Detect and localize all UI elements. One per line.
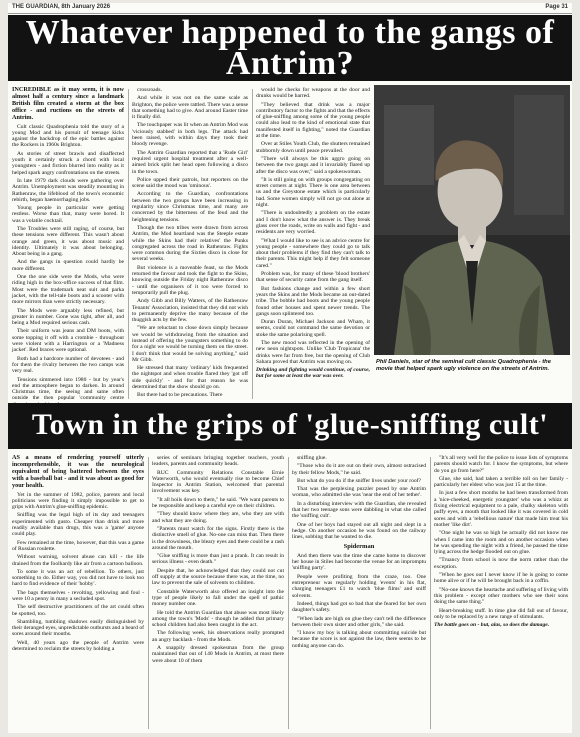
newspaper-page bbox=[8, 3, 572, 733]
paragraph: One of her boys had stayed out all night and slept in a hedge. On another occasion he was found on the railway lines, sobbing that he wanted to die. bbox=[292, 521, 426, 541]
paragraph: "Those who do it are out on their own, almost ostracised by their fellow Mods," he said. bbox=[292, 463, 426, 476]
paragraph: "When lads are high on glue they can't tell the difference between their own sister and other girls," she said. bbox=[292, 615, 426, 628]
paragraph: Yet in the summer of 1982, police, parents and local politicians were finding it simply impossible to get to grips with Antrim's glue-sniffing epidemic. bbox=[12, 491, 144, 511]
paragraph: Without warning, solvent abuse can kill - the life drained from the foolhardy like air from a cartoon balloon. bbox=[12, 554, 144, 567]
paragraph: "Truancy from school is now the norm rather than the exception. bbox=[434, 557, 568, 570]
page-number: Page 31 bbox=[545, 4, 568, 10]
paragraph: The Antrim Guardian reported that a 'Rude Girl' required urgent hospital treatment after a well-aimed brick split her head open following a disco in the town. bbox=[132, 149, 248, 175]
paragraph: One the one side were the Mods, who were riding high in the box-office success of that film. Most were the trademark neat suit and parka jacket, with the tell-tale boots and a scooter with more mirrors than were strictly necessary. bbox=[12, 274, 124, 306]
photo-illustration bbox=[374, 85, 570, 355]
story2-column-3 bbox=[292, 455, 426, 731]
paragraph: Their uniform was jeans and DM boots, with some topping it off with a crombie - throughout were violent with a Harrington or a 'Madness jacket'. Red braces were optional. bbox=[12, 328, 124, 354]
paragraph: And the gangs in question could hardly be more different. bbox=[12, 259, 124, 272]
paragraph: RUC Community Relations Constable Ernie Waterworth, who would eventually rise to become Chief Inspector in Antrim Station, welcomed that parental involvement was key. bbox=[152, 469, 284, 495]
paragraph: Despite that, he acknowledged that they could not cut off supply at the source because there was, at the time, no law to prevent the sale of solvents to children. bbox=[152, 567, 284, 587]
paragraph: "It all boils down to them," he said. "We want parents to be responsible and keep a careful eye on their children. bbox=[152, 496, 284, 510]
paragraph: Well, 40 years ago the people of Antrim were determined to reclaim the streets by holding a bbox=[12, 639, 144, 653]
paragraph: "Parents must watch for the signs. Firstly there is the distinctive smell of glue. No-one can miss that. Then there is the drowsiness, the bleary eyes and there could be a rash around the mouth. bbox=[152, 525, 284, 551]
paragraph: Constable Waterworth also offered an insight into the type of people likely to fall under the spell of pathic money number one. bbox=[152, 588, 284, 608]
masthead bbox=[8, 3, 572, 14]
paragraph: Andy Gibb and Billy Watters, of the Rathenraw Tenants' Association, insisted that they did not wish to permanently deprive the many because of the thuggish acts by the few. bbox=[132, 298, 248, 324]
paragraph: Glue, she said, had taken a terrible toll on her family - particularly her eldest who was just 15 at the time. bbox=[434, 475, 568, 489]
paragraph: The bags themselves - revolting, yellowing and foul - were 10 a penny in many a secluded spot. bbox=[12, 589, 144, 602]
paragraph: He stressed that many 'ordinary' kids frequented the nightspot and when trouble flared they 'got off side quickly' - and for that reason he was determined that the show should go on. bbox=[132, 365, 248, 391]
paragraph: "They should know where they are, who they are with and what they are doing. bbox=[152, 511, 284, 524]
photo-caption: Phil Daniels, star of the seminal cult classic Quadrophenia - the movie that helped spark ugly violence on the streets of Antrim. bbox=[376, 359, 551, 372]
paragraph: The self destructive practitioners of the art could often be spotted, too. bbox=[12, 604, 144, 617]
paragraph: Shambling, tumbling shadows easily distinguished by their deranged eyes, unpredictable outbursts and a beard of sores around their mouths. bbox=[12, 618, 144, 638]
paragraph: Over at Stiles Youth Club, the shutters remained stubbornly down until peace prevailed. bbox=[256, 141, 370, 154]
paragraph: To some it was an act of rebellion. To others, just something to do. Either way, you did not have to look too hard to find evidence of their 'hobby'. bbox=[12, 568, 144, 588]
paragraph: And then there was the time she came home to discover her house in Stiles had become the venue for an impromptu 'sniffing party'. bbox=[292, 552, 426, 572]
story1-column-3 bbox=[256, 87, 370, 401]
paragraph: INCREDIBLE as it may seem, it is now almost half a century since a landmark British film created a storm at the box office - and ructions on the streets of Antrim. bbox=[12, 86, 124, 121]
paragraph: But violence is a moveable feast, so the Mods returned the favour and took the fight to the Skins, knowing outside the Friday night Rathenraw disco - until the organisers of it too were forced to temporarily pull the plug. bbox=[132, 264, 248, 296]
paragraph: The battle goes on - but, alas, so does the damage. bbox=[434, 622, 550, 629]
paragraph: "There will always be this aggro going on between the two gangs and it invariably flared up after the disco was over," said a spokeswoman. bbox=[256, 155, 370, 175]
paragraph: He told the Antrim Guardian that abuse was most likely among the town's 'Mods' - though he added that primary school children had also been caught in the act. bbox=[152, 609, 284, 629]
paragraph: A snappily dressed spokesman from the group maintained that out of 140 Mods in Antrim, at most there were about 10 of them bbox=[152, 645, 284, 664]
paragraph: "We are reluctant to close down simply because we would be withdrawing from the situation and instead of offering the youngsters something to do for a night we would be turning them on the street. I don't think that would be solving anything," said Mr Gibb. bbox=[132, 325, 248, 363]
paragraph: The Mods were arguably less refined, but greater in number. Gone was tight, after all, and being a Mod required serious cash. bbox=[12, 307, 124, 327]
story2-column-1 bbox=[12, 455, 144, 731]
paragraph: That was the perplexing puzzler posed by one Antrim woman, who admitted she was 'near the end of her tether'. bbox=[292, 486, 426, 499]
paragraph: "Glue sniffing is more than just a prank. It can result in serious illness - even death." bbox=[152, 553, 284, 566]
paragraph: "They believed that drink was a major contributory factor to the fights and that the effects of glue-sniffing among some of the young people could also lead to the kind of emotional state that manifested itself in fighting," noted the Guardian at the time. bbox=[256, 101, 370, 140]
paragraph: crossroads. bbox=[137, 87, 163, 93]
paragraph: Problem was, for many of these 'blood brothers' that sense of security came from the gang itself. bbox=[256, 271, 370, 284]
paragraph: Tensions simmered into 1980 - but by year's end the atmosphere began to darken. In around Christmas time, the seeing and same often outside the then popular 'community centre bbox=[12, 376, 124, 402]
paragraph: Both had a hardcore number of devotees - and for them the rivalry between the two camps was very real. bbox=[12, 355, 124, 375]
paragraph: Police upped their patrols, but reporters on the scene said the mood was 'ominous'. bbox=[132, 176, 248, 190]
paragraph: But what do you do if the sniffer lives under your roof? bbox=[297, 477, 422, 484]
paragraph: In just a few short months he had been transformed from a 'nice-cheeked, energetic youngster' who was a whizz at fixing electrical equipment to a pale, chalky skeleton with puffy eyes, a mouth that looked like it was covered in cold sores and with a 'rebellious nature' that made him treat his mother 'like dirt'. bbox=[434, 490, 568, 528]
story1-column-1 bbox=[12, 87, 124, 401]
paragraph: And while it was not on the same scale as Brighton, the police were rattled. There was a sense that something had to give. And around Easter time it finally did. bbox=[132, 95, 248, 121]
paragraph: As stories of street brawls and disaffected youth it certainly struck a chord with local youngsters - and fiction blurred into reality as it helped spark angry confrontations on the streets. bbox=[12, 150, 124, 176]
publication-date: THE GUARDIAN, 8th January 2026 bbox=[12, 4, 111, 10]
paragraph: "What I would like to see is an advice centre for young people - somewhere they could go to talk about their problems if they find they can't talk to their parents. This might help if they felt someone cared." bbox=[256, 237, 370, 269]
paragraph: series of seminars bringing together teachers, youth leaders, parents and community heads. bbox=[152, 455, 284, 468]
paragraph: In a disturbing interview with the Guardian, she revealed that her two teenage sons were dabbling in what she called the 'sniffing cult'. bbox=[292, 500, 426, 520]
paragraph: Sniffing was the legal high of its day and teenagers experimented with gusto. Cheaper than drink and more readily available than drugs, this was a 'game' anyone could play. bbox=[12, 512, 144, 538]
paragraph: "I know my boy is talking about committing suicide but because the score is not against the law, there seems to be nothing anyone can do. bbox=[292, 630, 426, 649]
story2-headline: Town in the grips of 'glue-sniffing cult' bbox=[31, 408, 549, 441]
paragraph: Young people in particular were getting restless. Worse than that, many were bored. It was a volatile cocktail. bbox=[12, 205, 124, 224]
paragraph: AS a means of rendering yourself utterly incomprehensible, it was the neurological equivalent of being battered between the eyes with a baseball bat - and it was about as good for your health. bbox=[12, 454, 144, 489]
phil-daniels-photo bbox=[374, 85, 570, 355]
paragraph: Heart-breaking stuff. In time glue did fall out of favour, only to be replaced by a new range of stimulants. bbox=[434, 607, 568, 620]
paragraph: People were profiting from the craze, too. One entrepreneur was regularly holding 'events' in his flat, charging teenagers £1 to watch 'blue films' and sniff solvents. bbox=[292, 573, 426, 599]
paragraph: Duran Duran, Michael Jackson and Wham, it seems, could not command the same devotion or stoke the same polarising spell. bbox=[256, 319, 370, 338]
paragraph: The Troubles were still raging, of course, but these tensions were different. This wasn't about orange and green, it was about music and identity. Ultimately it was about belonging. About being in a gang. bbox=[12, 225, 124, 258]
paragraph: "It is still going on with groups congregating on street corners at night. There is one area between us and the Greystone estate which is particularly bad. Some women simply will not go out alone at night. bbox=[256, 176, 370, 209]
story2-column-4 bbox=[434, 455, 568, 731]
paragraph: sniffing glue. bbox=[297, 455, 327, 461]
paragraph: Though the two tribes were drawn from across Antrim, the Mod heartland was the Steeple estate while the Skins had their relatives' the Punks congregated across the road in Rathenraw. Fights were common during the Sixties disco in close for several weeks. bbox=[132, 224, 248, 263]
paragraph: According to the Guardian, confrontations between the two groups have been increasing in regularity since Christmas time, and many are concerned by the bitterness of the feud and the heightening tensions. bbox=[132, 191, 248, 223]
story1-headline: Whatever happened to the gangs of Antrim? bbox=[25, 14, 555, 82]
paragraph: But fashions change and within a few short years the Skins and the Mods became an out-dated tribe. The bobble had boots and the young people found other houses and spent newer trends. The gangs soon splintered too. bbox=[256, 285, 370, 317]
paragraph: Drinking and fighting would continue, of course, but for some at least the war was over. bbox=[256, 367, 370, 380]
paragraph: "No-one knows the heartache and suffering of living with this problem - except other mothers who see their sons doing the same thing." bbox=[434, 586, 568, 606]
paragraph: Cult classic Quadrophenia told the story of a young Mod and his pursuit of teenage kicks against the backdrop of the epic battles against the Rockers in 1960s Brighton. bbox=[12, 123, 124, 149]
subheading: Spiderman bbox=[343, 542, 375, 550]
paragraph: "One night he was so high he actually did not know me when I came into the room and on another occasion when he was spending the night with a friend, he passed the time lying across the hedge flooded out on glue. bbox=[434, 530, 568, 556]
paragraph: In late 1979 dark clouds were gathering over Antrim. Unemployment was steadily mounting in Rathenraw, the lifeblood of the town's economic rebirth, began haemorrhaging jobs. bbox=[12, 177, 124, 203]
story1-column-2 bbox=[132, 87, 248, 401]
paragraph: The touchpaper was lit when an Antrim Mod was 'viciously stabbed' in both legs. The attack had been raised, with within days they took their bloody revenge. bbox=[132, 122, 248, 148]
paragraph: "It's all very well for the police to issue lists of symptoms parents should watch for. I know the symptoms, but where do you go from here?" bbox=[434, 455, 568, 474]
paragraph: Indeed, things had got so bad that she feared for her own daughter's safety. bbox=[292, 600, 426, 614]
paragraph: The new mood was reflected in the opening of new neon nightspots. Unlike 'Club Tropicana' the drinks were far from free, but the opening of Club Sahara proved that Antrim was moving on. bbox=[256, 339, 370, 365]
paragraph: The following week, his observations really prompted an angry backlash - from the Mods. bbox=[152, 630, 284, 643]
paragraph: would be checks for weapons at the door and drunks would be barred. bbox=[256, 87, 370, 100]
paragraph: "When he goes out I never know if he is going to come home alive or if he will be brought back in a coffin. bbox=[434, 572, 568, 585]
paragraph: "There is undoubtedly a problem on the estate and I don't know what the answer is. They break glass over the roads, write on walls and fight - and residents are very worried. bbox=[256, 210, 370, 236]
paragraph: Few remained at the time, however, that this was a game of Russian roulette. bbox=[12, 539, 144, 552]
paragraph: But there had to be precautions. There bbox=[137, 392, 223, 399]
story2-column-2 bbox=[152, 455, 284, 731]
